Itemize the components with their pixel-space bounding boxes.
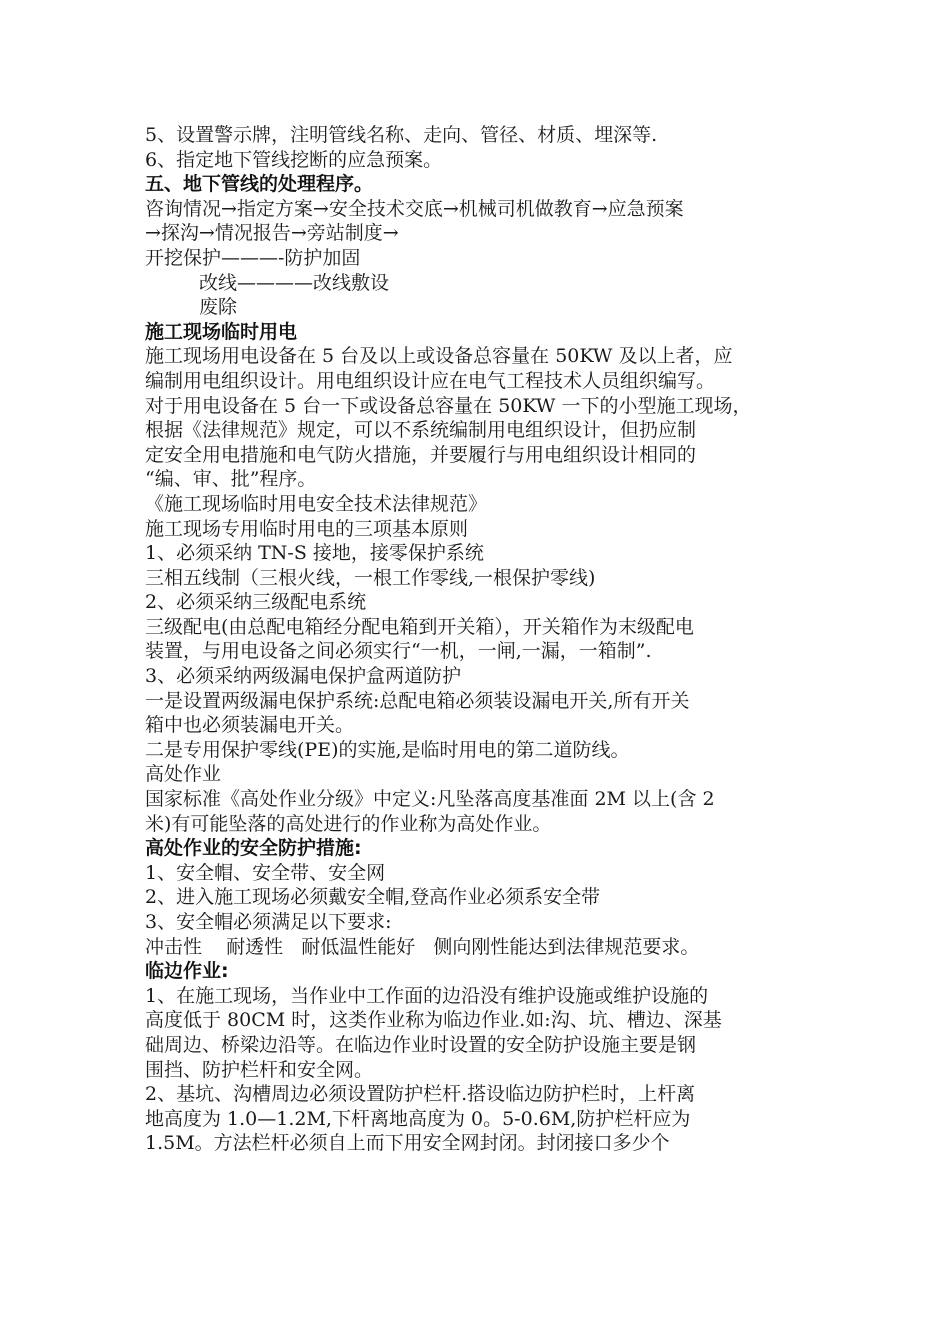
text-line: 废除 [199, 296, 238, 319]
text-line: 《施工现场临时用电安全技术法律规范》 [145, 492, 488, 515]
text-line: 根据《法律规范》规定，可以不系统编制用电组织设计，但扔应制 [145, 419, 697, 442]
text-line: 咨询情况→指定方案→安全技术交底→机械司机做教育→应急预案 [145, 197, 684, 220]
section-heading: 五、地下管线的处理程序。 [145, 173, 374, 196]
text-line: 装置，与用电设备之间必须实行“一机，一闸,一漏，一箱制”. [145, 640, 652, 663]
text-line: 施工现场用电设备在 5 台及以上或设备总容量在 50KW 及以上者，应 [145, 345, 733, 368]
text-line: 对于用电设备在 5 台一下或设备总容量在 50KW 一下的小型施工现场， [145, 394, 752, 417]
text-line: 定安全用电措施和电气防火措施，并要履行与用电组织设计相同的 [145, 443, 697, 466]
text-line: 施工现场专用临时用电的三项基本原则 [145, 517, 469, 540]
text-line: 开挖保护———-防护加固 [145, 246, 361, 269]
text-line: 围挡、防护栏杆和安全网。 [145, 1058, 374, 1081]
document-page [145, 123, 810, 1156]
text-line: 二是专用保护零线(PE)的实施,是临时用电的第二道防线。 [145, 738, 630, 761]
text-line: 2、必须采纳三级配电系统 [145, 591, 367, 614]
text-line: 1、必须采纳 TN-S 接地，接零保护系统 [145, 542, 484, 565]
text-line: 1、在施工现场，当作业中工作面的边沿没有维护设施或维护设施的 [145, 984, 709, 1007]
text-line: 箱中也必须装漏电开关。 [145, 714, 355, 737]
text-line: 6、指定地下管线挖断的应急预案。 [145, 148, 443, 171]
text-line: 三级配电(由总配电箱经分配电箱到开关箱），开关箱作为末级配电 [145, 615, 694, 638]
text-line: 2、基坑、沟槽周边必须设置防护栏杆.搭设临边防护栏时，上杆离 [145, 1083, 696, 1106]
text-line: →探沟→情况报告→旁站制度→ [145, 222, 399, 245]
text-line: 冲击性 耐透性 耐低温性能好 侧向刚性能达到法律规范要求。 [145, 935, 700, 958]
section-heading: 施工现场临时用电 [145, 320, 298, 343]
text-line: 3、必须采纳两级漏电保护盒两道防护 [145, 665, 462, 688]
text-line: 2、进入施工现场必须戴安全帽,登高作业必须系安全带 [145, 886, 601, 909]
text-line: 5、设置警示牌，注明管线名称、走向、管径、材质、埋深等. [145, 124, 658, 146]
text-line: 础周边、桥梁边沿等。在临边作业时设置的安全防护设施主要是钢 [145, 1033, 697, 1056]
text-line: 三相五线制（三根火线，一根工作零线,一根保护零线) [145, 566, 596, 589]
text-line: 3、安全帽必须满足以下要求: [145, 911, 392, 933]
section-heading: 高处作业的安全防护措施: [145, 837, 362, 860]
text-line: 1.5M。方法栏杆必须自上而下用安全网封闭。封闭接口多少个 [145, 1132, 670, 1155]
text-line: “编、审、批”程序。 [145, 468, 317, 491]
text-line: 1、安全帽、安全带、安全网 [145, 861, 386, 884]
text-line: 高处作业 [145, 763, 222, 786]
text-line: 地高度为 1.0—1.2M,下杆离地高度为 0。5-0.6M,防护栏杆应为 [145, 1107, 691, 1130]
text-line: 国家标准《高处作业分级》中定义:凡坠落高度基准面 2M 以上(含 2 [145, 788, 715, 811]
text-line: 改线————改线敷设 [199, 271, 390, 294]
text-line: 高度低于 80CM 时，这类作业称为临边作业.如:沟、坑、槽边、深基 [145, 1009, 722, 1032]
section-heading: 临边作业: [145, 960, 229, 983]
text-line: 米)有可能坠落的高处进行的作业称为高处作业。 [145, 812, 552, 835]
text-line: 一是设置两级漏电保护系统:总配电箱必须装设漏电开关,所有开关 [145, 689, 690, 712]
text-line: 编制用电组织设计。用电组织设计应在电气工程技术人员组织编写。 [145, 369, 716, 392]
